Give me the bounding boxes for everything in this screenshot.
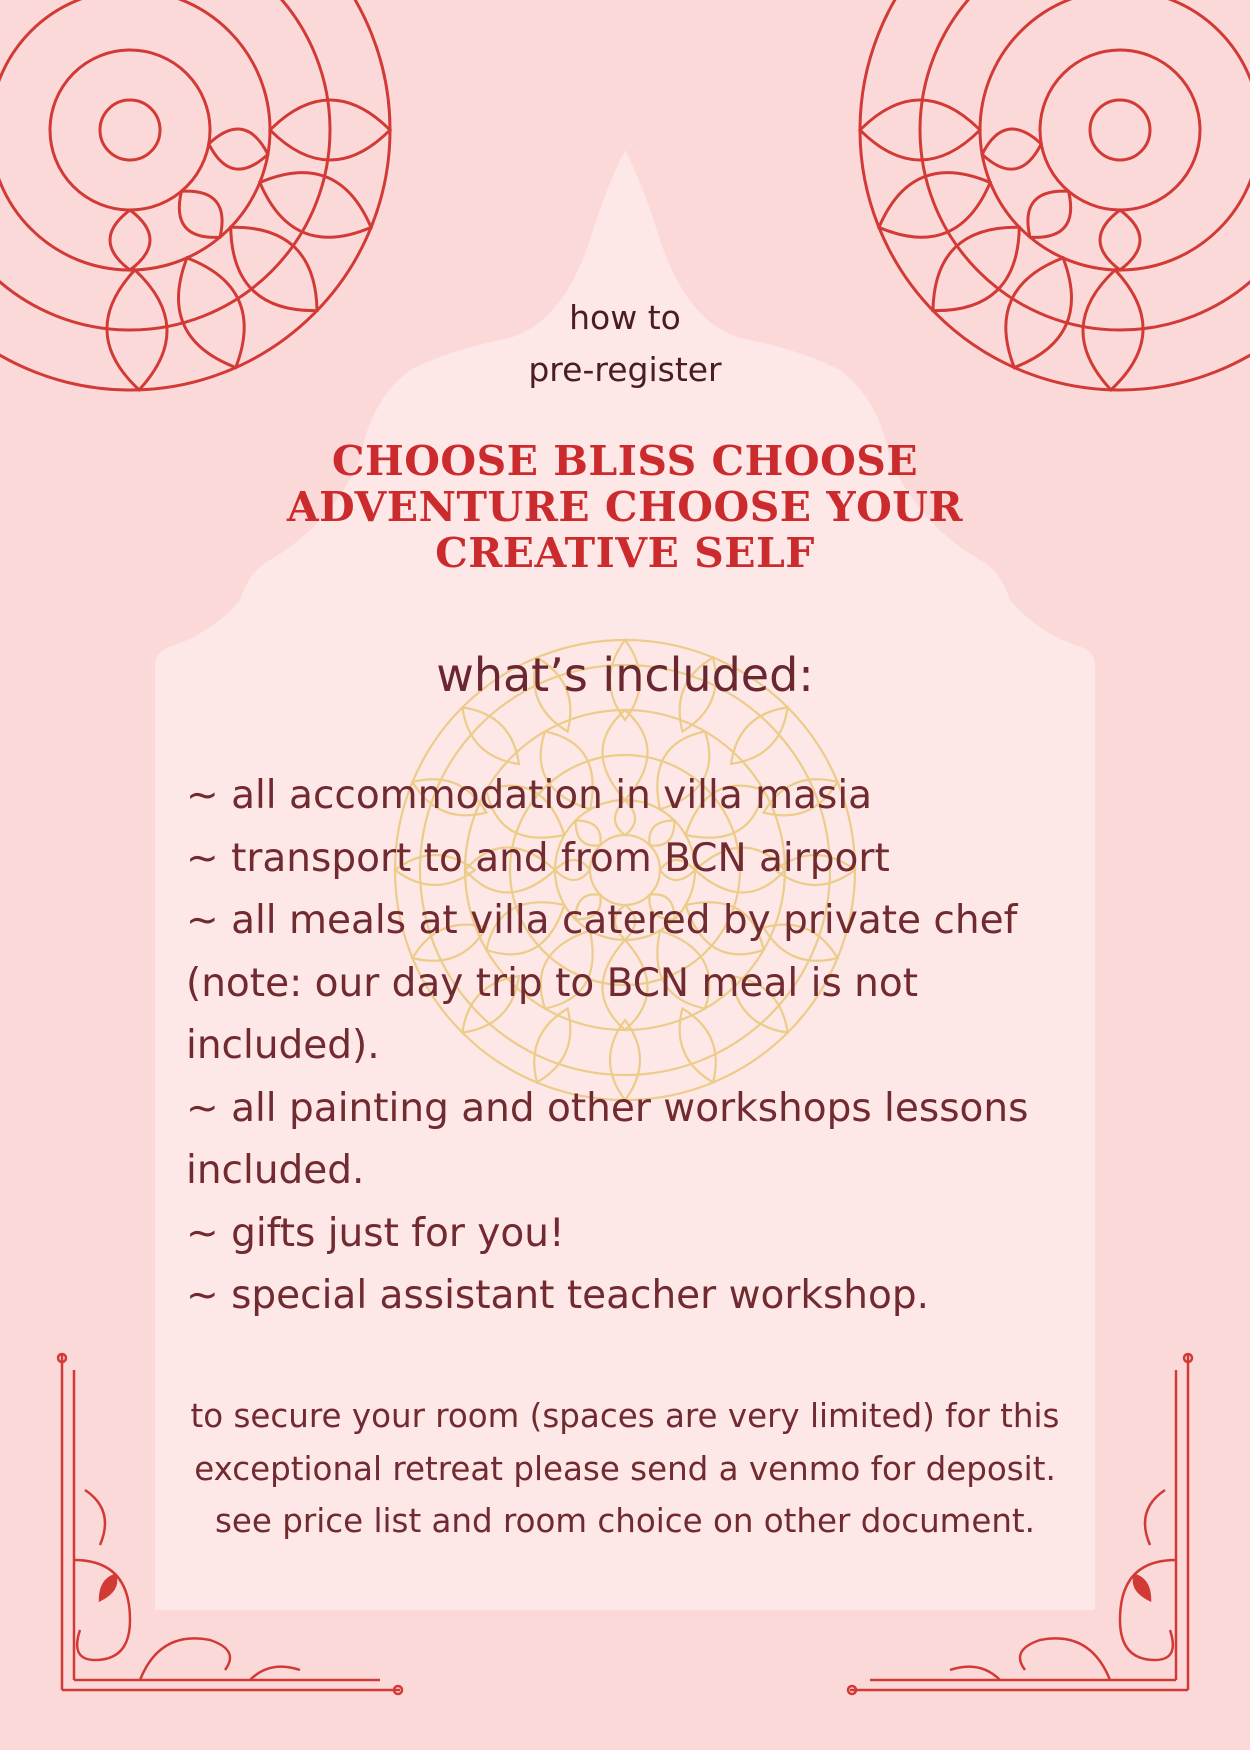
included-heading: what’s included: — [436, 648, 814, 702]
list-item: ~ transport to and from BCN airport — [186, 835, 890, 881]
subtitle-line-1: how to — [569, 298, 681, 337]
list-item: ~ special assistant teacher workshop. — [186, 1273, 930, 1318]
list-item: ~ all painting and other workshops lessons included. — [186, 1085, 1029, 1193]
list-item: ~ gifts just for you! — [186, 1210, 565, 1256]
included-list — [186, 765, 1066, 1328]
deposit-instructions: to secure your room (spaces are very limited) for this exceptional retreat please send a venmo for deposit. see price list and room choice on other document. — [190, 1397, 1060, 1540]
headline: CHOOSE BLISS CHOOSE ADVENTURE CHOOSE YOUR CREATIVE SELF — [286, 437, 964, 577]
subtitle-line-2: pre-register — [528, 350, 722, 389]
list-item: ~ all accommodation in villa masia — [186, 773, 873, 818]
list-item: ~ all meals at villa catered by private chef (note: our day trip to BCN meal is not included). — [186, 898, 1018, 1068]
